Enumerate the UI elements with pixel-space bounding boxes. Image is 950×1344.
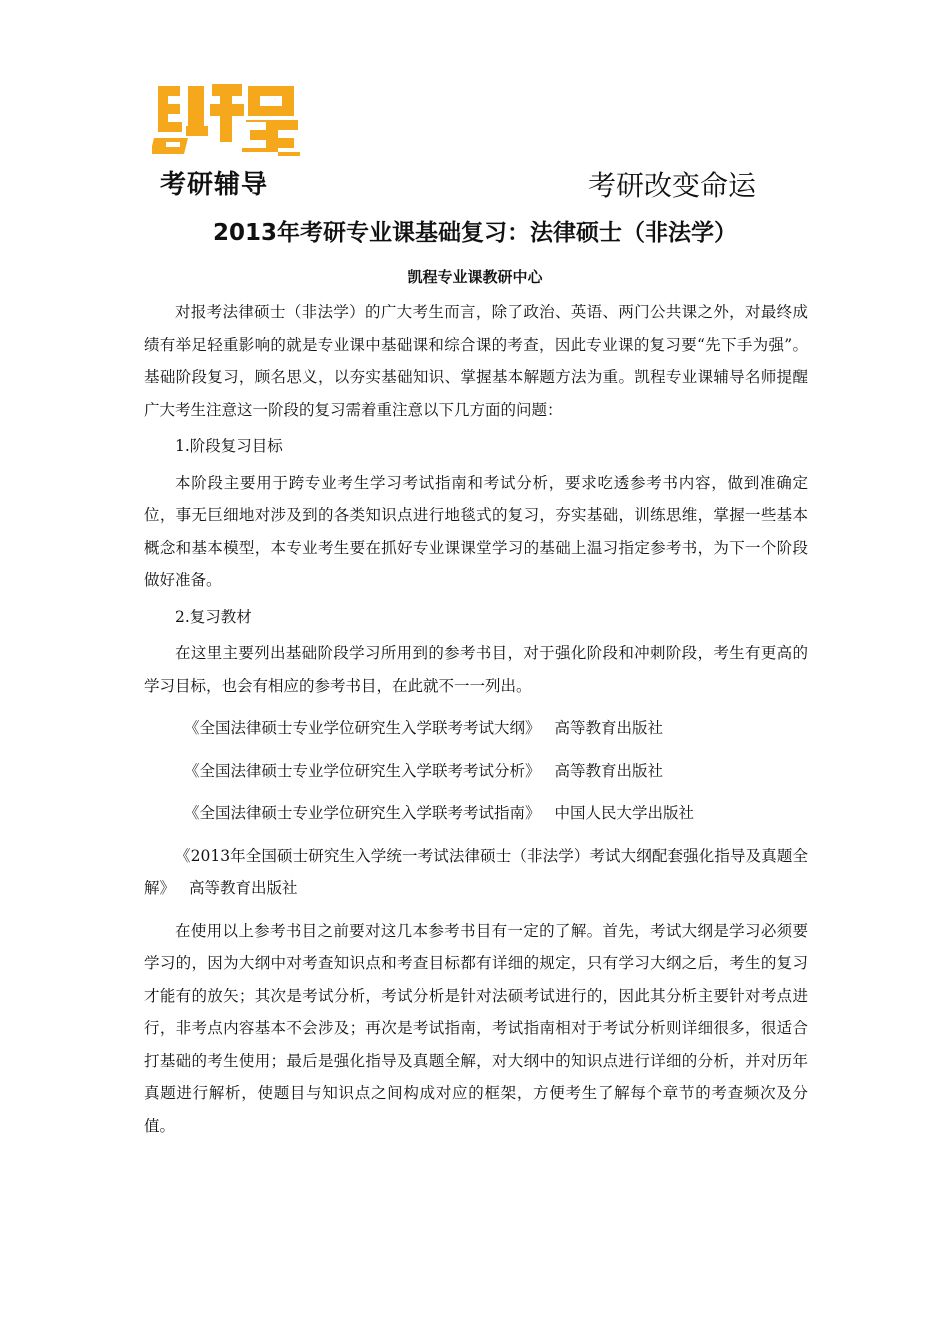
reference-book	[144, 712, 808, 745]
section-2-heading: 2.复习教材	[175, 607, 252, 626]
reference-book-publisher: 高等教育出版社	[554, 719, 664, 737]
reference-book	[144, 840, 808, 905]
logo-subtitle: 考研辅导	[160, 170, 269, 200]
reference-book	[144, 797, 808, 830]
page-title: 2013年考研专业课基础复习：法律硕士（非法学）	[212, 220, 737, 246]
page-subtitle: 凯程专业课教研中心	[407, 268, 543, 286]
section-1-heading: 1.阶段复习目标	[175, 437, 283, 455]
reference-book-title: 《全国法律硕士专业学位研究生入学联考考试分析》	[184, 761, 541, 780]
slogan: 考研改变命运	[588, 169, 757, 202]
reference-book-publisher: 高等教育出版社	[554, 761, 664, 780]
reference-book-publisher: 中国人民大学出版社	[554, 804, 695, 822]
kaicheng-logo-mark	[152, 80, 302, 160]
reference-book-title: 《2013年全国硕士研究生入学统一考试法律硕士（非法学）考试大纲配套强化指导及真题全解》	[144, 846, 808, 897]
reference-book-title: 《全国法律硕士专业学位研究生入学联考考试大纲》	[184, 719, 541, 737]
reference-book-publisher: 高等教育出版社	[189, 879, 298, 897]
reference-book-title: 《全国法律硕士专业学位研究生入学联考考试指南》	[184, 804, 541, 822]
section-2-paragraph: 在这里主要列出基础阶段学习所用到的参考书目，对于强化阶段和冲刺阶段，考生有更高的学习目标，也会有相应的参考书目，在此就不一一列出。	[144, 644, 808, 695]
kaicheng-logo	[152, 80, 302, 198]
document-body	[144, 296, 808, 1142]
reference-book	[144, 755, 808, 788]
closing-paragraph: 在使用以上参考书目之前要对这几本参考书目有一定的了解。首先，考试大纲是学习必须要学习的，因为大纲中对考查知识点和考查目标都有详细的规定，只有学习大纲之后，考生的复习才能有的放矢；其次是考试分析，考试分析是针对法硕考试进行的，因此其分析主要针对考点进行，非考点内容基本不会涉及；再次是考试指南，考试指南相对于考试分析则详细很多，很适合打基础的考生使用；最后是强化指导及真题全解，对大纲中的知识点进行详细的分析，并对历年真题进行解析，使题目与知识点之间构成对应的框架，方便考生了解每个章节的考查频次及分值。	[144, 921, 808, 1135]
section-1-paragraph: 本阶段主要用于跨专业考生学习考试指南和考试分析，要求吃透参考书内容，做到准确定位，事无巨细地对涉及到的各类知识点进行地毯式的复习，夯实基础，训练思维，掌握一些基本概念和基本模型，本专业考生要在抓好专业课课堂学习的基础上温习指定参考书，为下一个阶段做好准备。	[144, 473, 808, 589]
intro-paragraph: 对报考法律硕士（非法学）的广大考生而言，除了政治、英语、两门公共课之外，对最终成绩有举足轻重影响的就是专业课中基础课和综合课的考查，因此专业课的复习要“先下手为强”。基础阶段复习，顾名思义，以夯实基础知识、掌握基本解题方法为重。凯程专业课辅导名师提醒广大考生注意这一阶段的复习需着重注意以下几方面的问题：	[144, 303, 808, 419]
